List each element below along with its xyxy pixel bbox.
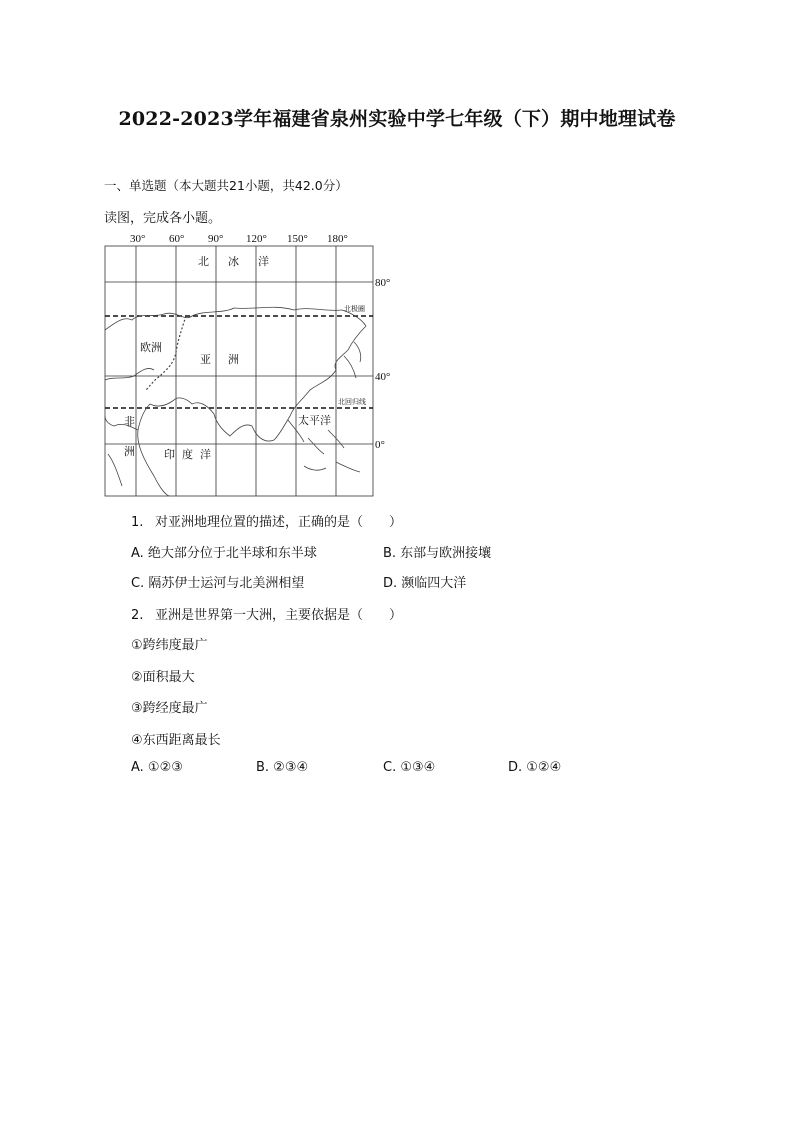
map-label-lon-180: 180° bbox=[327, 233, 348, 245]
q2-option-d: D. ①②④ bbox=[508, 760, 562, 775]
page-title: 2022-2023学年福建省泉州实验中学七年级（下）期中地理试卷 bbox=[118, 108, 676, 130]
arctic-ocean-label-1: 北 bbox=[198, 255, 209, 268]
map-label-lat-40: 40° bbox=[375, 371, 391, 383]
q2-item-3: ③跨经度最广 bbox=[131, 701, 208, 716]
q1-option-b: B. 东部与欧洲接壤 bbox=[383, 546, 492, 561]
indian-ocean-label-1: 印 bbox=[164, 448, 175, 461]
pacific-ocean-label: 太平洋 bbox=[298, 414, 331, 427]
africa-label-1: 非 bbox=[124, 415, 135, 428]
question-2-text: 亚洲是世界第一大洲，主要依据是（ ） bbox=[155, 608, 403, 623]
asia-label-1: 亚 bbox=[200, 353, 211, 366]
map-label-lat-0: 0° bbox=[375, 439, 385, 451]
africa-label-2: 洲 bbox=[124, 445, 135, 458]
q1-option-d: D. 濒临四大洋 bbox=[383, 576, 467, 591]
q2-item-4: ④东西距离最长 bbox=[131, 733, 221, 748]
arctic-ocean-label-2: 冰 bbox=[228, 255, 239, 268]
map-label-lon-90: 90° bbox=[208, 233, 224, 245]
q2-option-c: C. ①③④ bbox=[383, 760, 436, 775]
intro-text: 读图，完成各小题。 bbox=[104, 211, 222, 226]
question-2-number: 2. bbox=[131, 608, 144, 623]
map-label-lat-80: 80° bbox=[375, 277, 391, 289]
asia-label-2: 洲 bbox=[228, 353, 239, 366]
q2-option-a: A. ①②③ bbox=[131, 760, 183, 775]
q2-item-2: ②面积最大 bbox=[131, 670, 195, 685]
question-1-number: 1. bbox=[131, 515, 144, 530]
map-label-lon-60: 60° bbox=[169, 233, 185, 245]
indian-ocean-label-3: 洋 bbox=[200, 448, 211, 461]
q2-item-1: ①跨纬度最广 bbox=[131, 638, 208, 653]
question-1 bbox=[131, 511, 402, 530]
map-label-lon-120: 120° bbox=[246, 233, 267, 245]
question-1-text: 对亚洲地理位置的描述，正确的是（ ） bbox=[155, 515, 403, 530]
asia-map bbox=[104, 230, 404, 500]
question-2 bbox=[131, 604, 402, 623]
map-label-lon-30: 30° bbox=[130, 233, 146, 245]
q1-option-c: C. 隔苏伊士运河与北美洲相望 bbox=[131, 576, 305, 591]
tropic-of-cancer-label: 北回归线 bbox=[338, 398, 366, 406]
arctic-ocean-label-3: 洋 bbox=[258, 255, 269, 268]
map-label-lon-150: 150° bbox=[287, 233, 308, 245]
q2-option-b: B. ②③④ bbox=[256, 760, 309, 775]
coastlines bbox=[105, 307, 366, 496]
arctic-circle-label: 北极圈 bbox=[344, 305, 365, 313]
map-grid bbox=[105, 246, 373, 496]
q1-option-a: A. 绝大部分位于北半球和东半球 bbox=[131, 546, 317, 561]
europe-label: 欧洲 bbox=[140, 341, 162, 354]
indian-ocean-label-2: 度 bbox=[182, 448, 193, 461]
section-heading: 一、单选题（本大题共21小题，共42.0分） bbox=[104, 178, 348, 193]
